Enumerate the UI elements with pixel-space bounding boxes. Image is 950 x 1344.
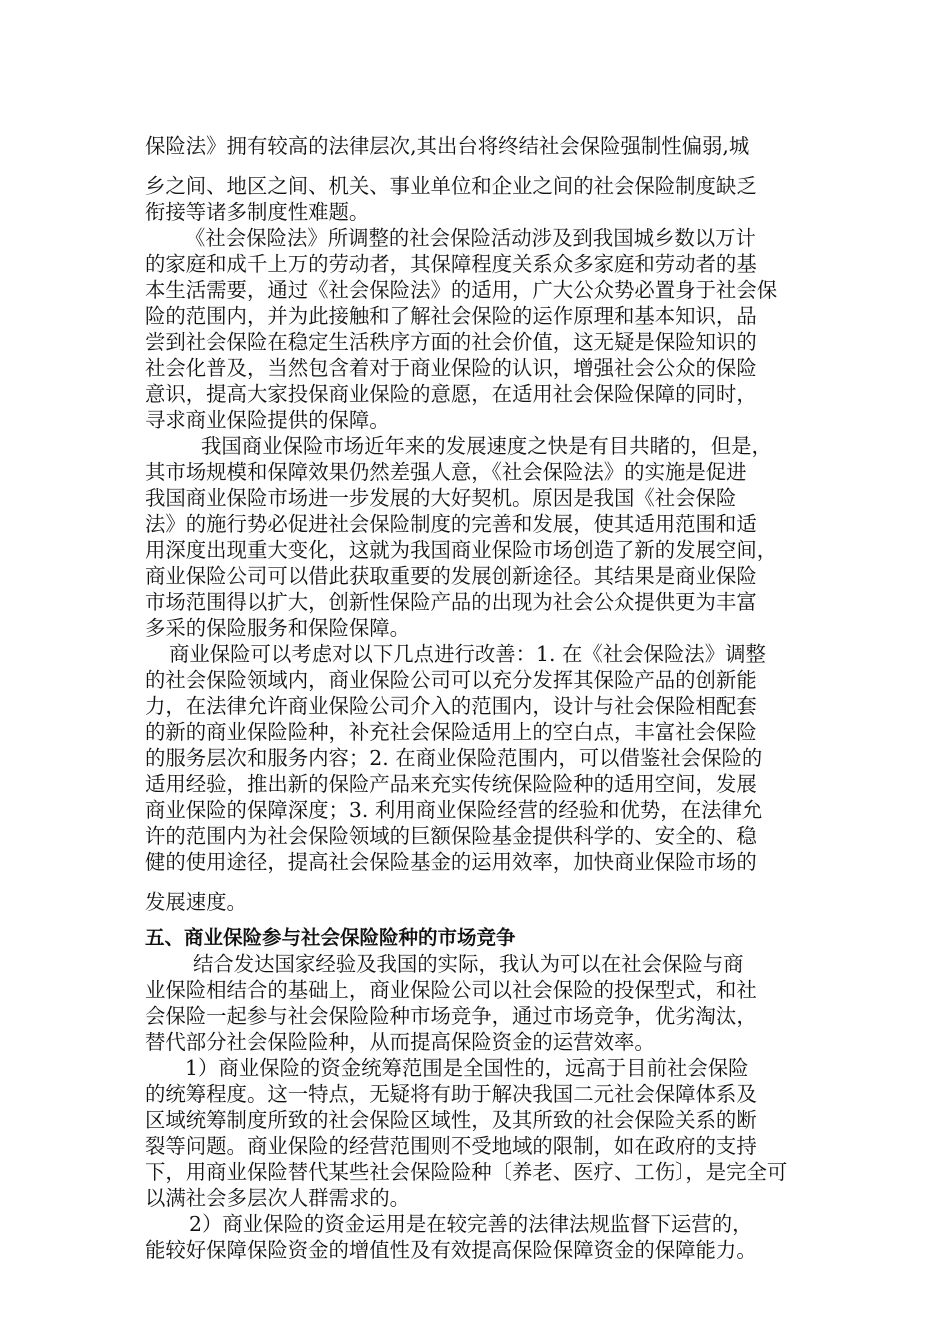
text-line: 下，用商业保险替代某些社会保险险种〔养老、医疗、工伤〕，是完全可 [145,1160,788,1184]
text-line: 其市场规模和保障效果仍然差强人意，《社会保险法》的实施是促进 [145,460,747,484]
text-line: 能较好保障保险资金的增值性及有效提高保险保障资金的保障能力。 [145,1238,757,1262]
text-line: 法》的施行势必促进社会保险制度的完善和发展，使其适用范围和适 [145,512,757,536]
text-line: 衔接等诸多制度性难题。 [145,200,370,224]
text-line: 寻求商业保险提供的保障。 [145,408,390,432]
text-line: 的新的商业保险险种，补充社会保险适用上的空白点，丰富社会保险 [145,720,757,744]
text-line: 本生活需要，通过《社会保险法》的适用，广大公众势必置身于社会保 [145,278,778,302]
text-line: 裂等问题。商业保险的经营范围则不受地域的限制，如在政府的支持 [145,1134,757,1158]
text-line: 发展速度。 [145,890,247,914]
document-body [145,133,811,1263]
text-line: 险的范围内，并为此接触和了解社会保险的运作原理和基本知识，品 [145,304,757,328]
text-line: 社会化普及，当然包含着对于商业保险的认识，增强社会公众的保险 [145,356,757,380]
text-line: 意识，提高大家投保商业保险的意愿，在适用社会保险保障的同时， [145,382,757,406]
paragraph-first-line: 1）商业保险的资金统筹范围是全国性的，远高于目前社会保险 [185,1056,749,1080]
text-line: 力，在法律允许商业保险公司介入的范围内，设计与社会保险相配套 [145,694,757,718]
section-heading: 五、商业保险参与社会保险险种的市场竞争 [145,926,516,949]
text-line: 的统筹程度。这一特点，无疑将有助于解决我国二元社会保障体系及 [145,1082,757,1106]
paragraph-first-line: 商业保险可以考虑对以下几点进行改善：1. 在《社会保险法》调整 [169,642,766,666]
text-line: 会保险一起参与社会保险险种市场竞争，通过市场竞争，优劣淘汰， [145,1004,757,1028]
text-line: 许的范围内为社会保险领域的巨额保险基金提供科学的、安全的、稳 [145,824,757,848]
text-line: 市场范围得以扩大，创新性保险产品的出现为社会公众提供更为丰富 [145,590,757,614]
text-line: 尝到社会保险在稳定生活秩序方面的社会价值，这无疑是保险知识的 [145,330,757,354]
text-line: 健的使用途径，提高社会保险基金的运用效率，加快商业保险市场的 [145,850,757,874]
text-line: 以满社会多层次人群需求的。 [145,1186,411,1210]
paragraph-first-line: 我国商业保险市场近年来的发展速度之快是有目共睹的，但是， [201,434,772,458]
text-line: 保险法》拥有较高的法律层次,其出台将终结社会保险强制性偏弱,城 [145,134,750,158]
text-line: 替代部分社会保险险种，从而提高保险资金的运营效率。 [145,1030,655,1054]
text-line: 乡之间、地区之间、机关、事业单位和企业之间的社会保险制度缺乏 [145,174,757,198]
text-line: 业保险相结合的基础上，商业保险公司以社会保险的投保型式，和社 [145,978,757,1002]
text-line: 多采的保险服务和保险保障。 [145,616,411,640]
paragraph-first-line: 2）商业保险的资金运用是在较完善的法律法规监督下运营的， [189,1212,753,1236]
text-line: 的社会保险领域内，商业保险公司可以充分发挥其保险产品的创新能 [145,668,757,692]
paragraph-first-line: 结合发达国家经验及我国的实际，我认为可以在社会保险与商 [193,952,744,976]
text-line: 我国商业保险市场进一步发展的大好契机。原因是我国《社会保险 [145,486,737,510]
text-line: 的家庭和成千上万的劳动者，其保障程度关系众多家庭和劳动者的基 [145,252,757,276]
text-line: 商业保险公司可以借此获取重要的发展创新途径。其结果是商业保险 [145,564,757,588]
text-line: 商业保险的保障深度；3. 利用商业保险经营的经验和优势，在法律允 [145,798,763,822]
text-line: 区域统筹制度所致的社会保险区域性，及其所致的社会保险关系的断 [145,1108,757,1132]
text-line: 适用经验，推出新的保险产品来充实传统保险险种的适用空间，发展 [145,772,757,796]
paragraph-first-line: 《社会保险法》所调整的社会保险活动涉及到我国城乡数以万计 [185,226,756,250]
text-line: 的服务层次和服务内容；2. 在商业保险范围内，可以借鉴社会保险的 [145,746,763,770]
text-line: 用深度出现重大变化，这就为我国商业保险市场创造了新的发展空间， [145,538,778,562]
